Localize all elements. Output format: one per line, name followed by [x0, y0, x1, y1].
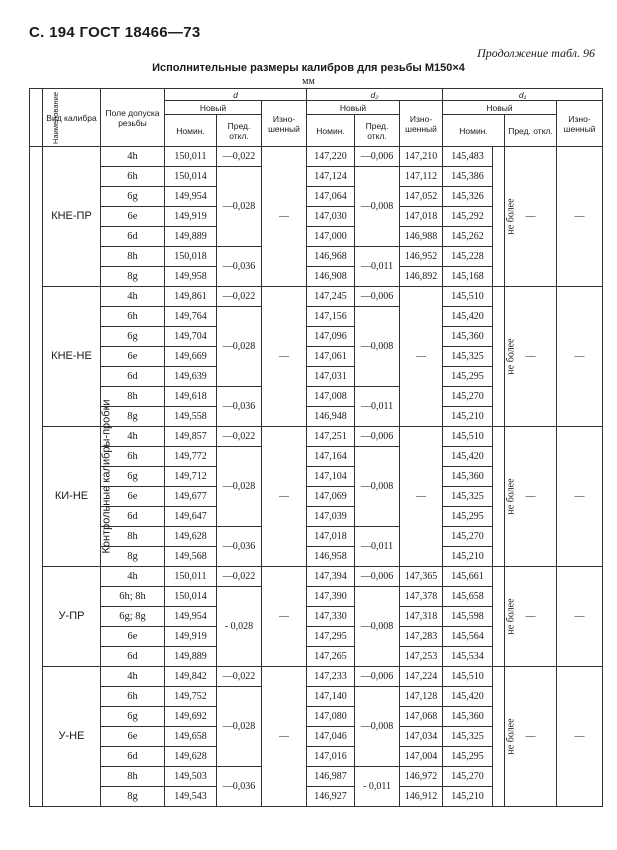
- d2-worn-cell: 147,128: [400, 687, 443, 707]
- header-d2-limit-dev: Пред. откл.: [355, 115, 400, 147]
- d1-nominal-cell: 145,210: [443, 787, 493, 807]
- d1-nominal-cell: 145,420: [443, 687, 493, 707]
- d2-limit-dev-cell: —0,006: [355, 147, 400, 167]
- d2-nominal-cell: 147,008: [307, 387, 355, 407]
- table-row: [30, 147, 603, 167]
- d2-worn-cell: 147,018: [400, 207, 443, 227]
- d1-nominal-cell: 145,292: [443, 207, 493, 227]
- d2-worn-cell: 146,972: [400, 767, 443, 787]
- d-nominal-cell: 149,628: [165, 527, 217, 547]
- tolerance-cell: 6d: [101, 647, 165, 667]
- d2-limit-dev-cell: —0,011: [355, 387, 400, 427]
- d2-nominal-cell: 147,156: [307, 307, 355, 327]
- not-more-note-cell: [493, 567, 517, 667]
- d1-nominal-cell: 145,564: [443, 627, 493, 647]
- d1-nominal-cell: 145,325: [443, 487, 493, 507]
- header-d: d: [165, 89, 307, 101]
- header-d2: d₂: [307, 89, 443, 101]
- d2-nominal-cell: 146,958: [307, 547, 355, 567]
- table-row: [30, 287, 603, 307]
- d-nominal-cell: 149,677: [165, 487, 217, 507]
- d-limit-dev-cell: —0,022: [217, 427, 262, 447]
- d1-worn-cell: —: [557, 667, 603, 807]
- header-d-worn: Изно- шенный: [262, 101, 307, 147]
- d2-limit-dev-cell: —0,008: [355, 167, 400, 247]
- d-limit-dev-cell: —0,028: [217, 307, 262, 387]
- d1-nominal-cell: 145,325: [443, 347, 493, 367]
- d-limit-dev-cell: —0,036: [217, 247, 262, 287]
- tolerance-cell: 4h: [101, 427, 165, 447]
- d-nominal-cell: 149,704: [165, 327, 217, 347]
- d2-worn-cell: 146,988: [400, 227, 443, 247]
- d2-worn-cell: 147,283: [400, 627, 443, 647]
- d1-nominal-cell: 145,295: [443, 507, 493, 527]
- d-limit-dev-cell: —0,036: [217, 387, 262, 427]
- tolerance-cell: 8g: [101, 547, 165, 567]
- d1-limit-dev-cell: —: [505, 667, 557, 807]
- d-nominal-cell: 150,011: [165, 567, 217, 587]
- d2-limit-dev-cell: —0,008: [355, 687, 400, 767]
- d2-worn-cell: 146,952: [400, 247, 443, 267]
- d-nominal-cell: 149,692: [165, 707, 217, 727]
- d1-nominal-cell: 145,228: [443, 247, 493, 267]
- d-nominal-cell: 149,772: [165, 447, 217, 467]
- d1-nominal-cell: 145,270: [443, 387, 493, 407]
- tolerance-cell: 6g: [101, 467, 165, 487]
- d2-nominal-cell: 147,330: [307, 607, 355, 627]
- not-more-note: не более: [505, 718, 517, 755]
- table-body: [30, 147, 603, 807]
- d2-limit-dev-cell: —0,006: [355, 567, 400, 587]
- header-tolerance-field: Поле допуска резьбы: [101, 89, 165, 147]
- d1-nominal-cell: 145,658: [443, 587, 493, 607]
- d-nominal-cell: 149,752: [165, 687, 217, 707]
- d2-nominal-cell: 147,140: [307, 687, 355, 707]
- d2-limit-dev-cell: - 0,011: [355, 767, 400, 807]
- d2-nominal-cell: 146,908: [307, 267, 355, 287]
- d1-nominal-cell: 145,483: [443, 147, 493, 167]
- tolerance-cell: 8h: [101, 767, 165, 787]
- header-name: Наименование: [30, 89, 43, 147]
- d-nominal-cell: 149,639: [165, 367, 217, 387]
- not-more-note: не более: [505, 338, 517, 375]
- d-limit-dev-cell: - 0,028: [217, 587, 262, 667]
- tolerance-cell: 4h: [101, 147, 165, 167]
- tolerance-cell: 8h: [101, 387, 165, 407]
- gauge-dimensions-table: [29, 88, 603, 807]
- header-d2-worn: Изно- шенный: [400, 101, 443, 147]
- d-nominal-cell: 149,919: [165, 207, 217, 227]
- d2-limit-dev-cell: —0,008: [355, 447, 400, 527]
- header-d1-nominal: Номин.: [443, 115, 505, 147]
- d-limit-dev-cell: —0,022: [217, 147, 262, 167]
- d2-limit-dev-cell: —0,008: [355, 587, 400, 667]
- d1-worn-cell: —: [557, 147, 603, 287]
- d1-limit-dev-cell: —: [505, 287, 557, 427]
- d1-worn-cell: —: [557, 287, 603, 427]
- d1-nominal-cell: 145,534: [443, 647, 493, 667]
- d1-nominal-cell: 145,295: [443, 747, 493, 767]
- d-nominal-cell: 149,861: [165, 287, 217, 307]
- d1-nominal-cell: 145,360: [443, 467, 493, 487]
- tolerance-cell: 8h: [101, 247, 165, 267]
- d2-nominal-cell: 146,987: [307, 767, 355, 787]
- d2-nominal-cell: 147,390: [307, 587, 355, 607]
- d1-nominal-cell: 145,360: [443, 327, 493, 347]
- d-nominal-cell: 150,014: [165, 587, 217, 607]
- tolerance-cell: 6d: [101, 227, 165, 247]
- d-nominal-cell: 149,958: [165, 267, 217, 287]
- d2-nominal-cell: 147,064: [307, 187, 355, 207]
- d-worn-cell: —: [262, 427, 307, 567]
- d-nominal-cell: 149,568: [165, 547, 217, 567]
- tolerance-cell: 4h: [101, 287, 165, 307]
- d-limit-dev-cell: —0,022: [217, 667, 262, 687]
- d1-nominal-cell: 145,386: [443, 167, 493, 187]
- d-nominal-cell: 149,919: [165, 627, 217, 647]
- d-nominal-cell: 149,628: [165, 747, 217, 767]
- d1-limit-dev-cell: —: [505, 147, 557, 287]
- not-more-note-cell: [493, 427, 517, 567]
- d1-nominal-cell: 145,420: [443, 307, 493, 327]
- d-nominal-cell: 150,011: [165, 147, 217, 167]
- category-label: Контрольные калибры-пробки: [100, 399, 113, 554]
- tolerance-cell: 6h: [101, 307, 165, 327]
- header-d2-nominal: Номин.: [307, 115, 355, 147]
- d-limit-dev-cell: —0,022: [217, 567, 262, 587]
- d1-nominal-cell: 145,360: [443, 707, 493, 727]
- d2-nominal-cell: 147,031: [307, 367, 355, 387]
- d2-worn-cell: 147,253: [400, 647, 443, 667]
- d2-worn-cell: 147,378: [400, 587, 443, 607]
- d2-limit-dev-cell: —0,006: [355, 287, 400, 307]
- d2-nominal-cell: 147,220: [307, 147, 355, 167]
- d2-nominal-cell: 147,265: [307, 647, 355, 667]
- d2-nominal-cell: 147,016: [307, 747, 355, 767]
- d1-nominal-cell: 145,510: [443, 667, 493, 687]
- tolerance-cell: 6d: [101, 747, 165, 767]
- tolerance-cell: 6h: [101, 687, 165, 707]
- d-nominal-cell: 149,669: [165, 347, 217, 367]
- d2-nominal-cell: 147,104: [307, 467, 355, 487]
- gauge-type-cell: КИ-НЕ: [43, 427, 101, 567]
- d2-worn-cell: 147,052: [400, 187, 443, 207]
- tolerance-cell: 6h: [101, 167, 165, 187]
- d-nominal-cell: 149,503: [165, 767, 217, 787]
- not-more-note: не более: [505, 198, 517, 235]
- d2-limit-dev-cell: —0,006: [355, 427, 400, 447]
- d2-nominal-cell: 147,251: [307, 427, 355, 447]
- d-limit-dev-cell: —0,036: [217, 527, 262, 567]
- d2-nominal-cell: 146,927: [307, 787, 355, 807]
- d-nominal-cell: 149,543: [165, 787, 217, 807]
- d2-worn-cell: 147,224: [400, 667, 443, 687]
- d1-nominal-cell: 145,210: [443, 407, 493, 427]
- d2-nominal-cell: 147,046: [307, 727, 355, 747]
- d-nominal-cell: 149,842: [165, 667, 217, 687]
- tolerance-cell: 6g; 8g: [101, 607, 165, 627]
- tolerance-cell: 8g: [101, 787, 165, 807]
- d-limit-dev-cell: —0,028: [217, 167, 262, 247]
- tolerance-cell: 4h: [101, 567, 165, 587]
- d-nominal-cell: 149,889: [165, 647, 217, 667]
- d-limit-dev-cell: —0,036: [217, 767, 262, 807]
- d1-nominal-cell: 145,420: [443, 447, 493, 467]
- d2-nominal-cell: 147,018: [307, 527, 355, 547]
- tolerance-cell: 6h; 8h: [101, 587, 165, 607]
- d2-nominal-cell: 147,096: [307, 327, 355, 347]
- tolerance-cell: 6d: [101, 367, 165, 387]
- d-nominal-cell: 149,647: [165, 507, 217, 527]
- gauge-type-cell: У-НЕ: [43, 667, 101, 807]
- d-nominal-cell: 149,618: [165, 387, 217, 407]
- table-unit: мм: [302, 76, 315, 87]
- d2-worn-cell: 147,068: [400, 707, 443, 727]
- tolerance-cell: 8h: [101, 527, 165, 547]
- tolerance-cell: 6d: [101, 507, 165, 527]
- d2-limit-dev-cell: —0,008: [355, 307, 400, 387]
- d-worn-cell: —: [262, 667, 307, 807]
- d-nominal-cell: 150,018: [165, 247, 217, 267]
- d-nominal-cell: 150,014: [165, 167, 217, 187]
- header-d-nominal: Номин.: [165, 115, 217, 147]
- d-nominal-cell: 149,764: [165, 307, 217, 327]
- d-nominal-cell: 149,954: [165, 187, 217, 207]
- d2-worn-cell: 146,892: [400, 267, 443, 287]
- d1-limit-dev-cell: —: [505, 567, 557, 667]
- tolerance-cell: 4h: [101, 667, 165, 687]
- d1-nominal-cell: 145,270: [443, 527, 493, 547]
- header-gauge-type: Вид калибра: [43, 89, 101, 147]
- page-header-left: С. 194 ГОСТ 18466—73: [29, 24, 201, 41]
- d-limit-dev-cell: —0,022: [217, 287, 262, 307]
- header-d-limit-dev: Пред. откл.: [217, 115, 262, 147]
- d1-nominal-cell: 145,325: [443, 727, 493, 747]
- table-continuation-label: Продолжение табл. 96: [477, 46, 595, 60]
- table-title: Исполнительные размеры калибров для резьбы М150×4: [152, 62, 465, 74]
- d2-nominal-cell: 147,245: [307, 287, 355, 307]
- d2-worn-cell: 147,318: [400, 607, 443, 627]
- d1-nominal-cell: 145,210: [443, 547, 493, 567]
- not-more-note-cell: [493, 287, 517, 427]
- d-limit-dev-cell: —0,028: [217, 447, 262, 527]
- d1-nominal-cell: 145,270: [443, 767, 493, 787]
- not-more-note: не более: [505, 478, 517, 515]
- d2-worn-cell: 147,112: [400, 167, 443, 187]
- d2-nominal-cell: 146,968: [307, 247, 355, 267]
- tolerance-cell: 8g: [101, 407, 165, 427]
- gauge-type-cell: КНЕ-ПР: [43, 147, 101, 287]
- d2-limit-dev-cell: —0,011: [355, 247, 400, 287]
- d-worn-cell: —: [262, 567, 307, 667]
- d-worn-cell: —: [262, 287, 307, 427]
- d1-worn-cell: —: [557, 567, 603, 667]
- gauge-type-cell: У-ПР: [43, 567, 101, 667]
- d-nominal-cell: 149,712: [165, 467, 217, 487]
- not-more-note-cell: [493, 667, 517, 807]
- d2-nominal-cell: 147,000: [307, 227, 355, 247]
- header-d1-new: Новый: [443, 101, 557, 115]
- tolerance-cell: 8g: [101, 267, 165, 287]
- d-nominal-cell: 149,658: [165, 727, 217, 747]
- d1-limit-dev-cell: —: [505, 427, 557, 567]
- tolerance-cell: 6e: [101, 207, 165, 227]
- not-more-note-cell: [493, 147, 517, 287]
- d1-nominal-cell: 145,326: [443, 187, 493, 207]
- header-d1: d₁: [443, 89, 603, 101]
- d1-nominal-cell: 145,598: [443, 607, 493, 627]
- header-d1-worn: Изно- шенный: [557, 101, 603, 147]
- d-nominal-cell: 149,857: [165, 427, 217, 447]
- d-nominal-cell: 149,889: [165, 227, 217, 247]
- d2-worn-cell: 146,912: [400, 787, 443, 807]
- not-more-note: не более: [505, 598, 517, 635]
- d2-nominal-cell: 146,948: [307, 407, 355, 427]
- header-d2-new: Новый: [307, 101, 400, 115]
- d2-nominal-cell: 147,394: [307, 567, 355, 587]
- d2-nominal-cell: 147,039: [307, 507, 355, 527]
- d2-limit-dev-cell: —0,006: [355, 667, 400, 687]
- d1-nominal-cell: 145,510: [443, 427, 493, 447]
- d2-nominal-cell: 147,061: [307, 347, 355, 367]
- d-limit-dev-cell: —0,028: [217, 687, 262, 767]
- d2-nominal-cell: 147,124: [307, 167, 355, 187]
- d2-worn-cell: 147,004: [400, 747, 443, 767]
- tolerance-cell: 6g: [101, 187, 165, 207]
- d2-worn-cell: 147,034: [400, 727, 443, 747]
- d1-nominal-cell: 145,510: [443, 287, 493, 307]
- tolerance-cell: 6e: [101, 347, 165, 367]
- d2-nominal-cell: 147,295: [307, 627, 355, 647]
- d1-nominal-cell: 145,661: [443, 567, 493, 587]
- d1-nominal-cell: 145,295: [443, 367, 493, 387]
- d2-worn-cell: —: [400, 427, 443, 567]
- d2-limit-dev-cell: —0,011: [355, 527, 400, 567]
- d2-nominal-cell: 147,069: [307, 487, 355, 507]
- tolerance-cell: 6e: [101, 487, 165, 507]
- tolerance-cell: 6h: [101, 447, 165, 467]
- d1-nominal-cell: 145,262: [443, 227, 493, 247]
- gauge-type-cell: КНЕ-НЕ: [43, 287, 101, 427]
- d-nominal-cell: 149,558: [165, 407, 217, 427]
- d2-nominal-cell: 147,030: [307, 207, 355, 227]
- d2-nominal-cell: 147,164: [307, 447, 355, 467]
- tolerance-cell: 6e: [101, 627, 165, 647]
- d2-worn-cell: 147,210: [400, 147, 443, 167]
- d2-nominal-cell: 147,080: [307, 707, 355, 727]
- header-d-new: Новый: [165, 101, 262, 115]
- d2-worn-cell: —: [400, 287, 443, 427]
- d-worn-cell: —: [262, 147, 307, 287]
- header-d1-limit-dev: Пред. откл.: [505, 115, 557, 147]
- d2-nominal-cell: 147,233: [307, 667, 355, 687]
- table-row: [30, 567, 603, 587]
- d1-worn-cell: —: [557, 427, 603, 567]
- d2-worn-cell: 147,365: [400, 567, 443, 587]
- tolerance-cell: 6g: [101, 707, 165, 727]
- d1-nominal-cell: 145,168: [443, 267, 493, 287]
- tolerance-cell: 6e: [101, 727, 165, 747]
- d-nominal-cell: 149,954: [165, 607, 217, 627]
- table-row: [30, 667, 603, 687]
- tolerance-cell: 6g: [101, 327, 165, 347]
